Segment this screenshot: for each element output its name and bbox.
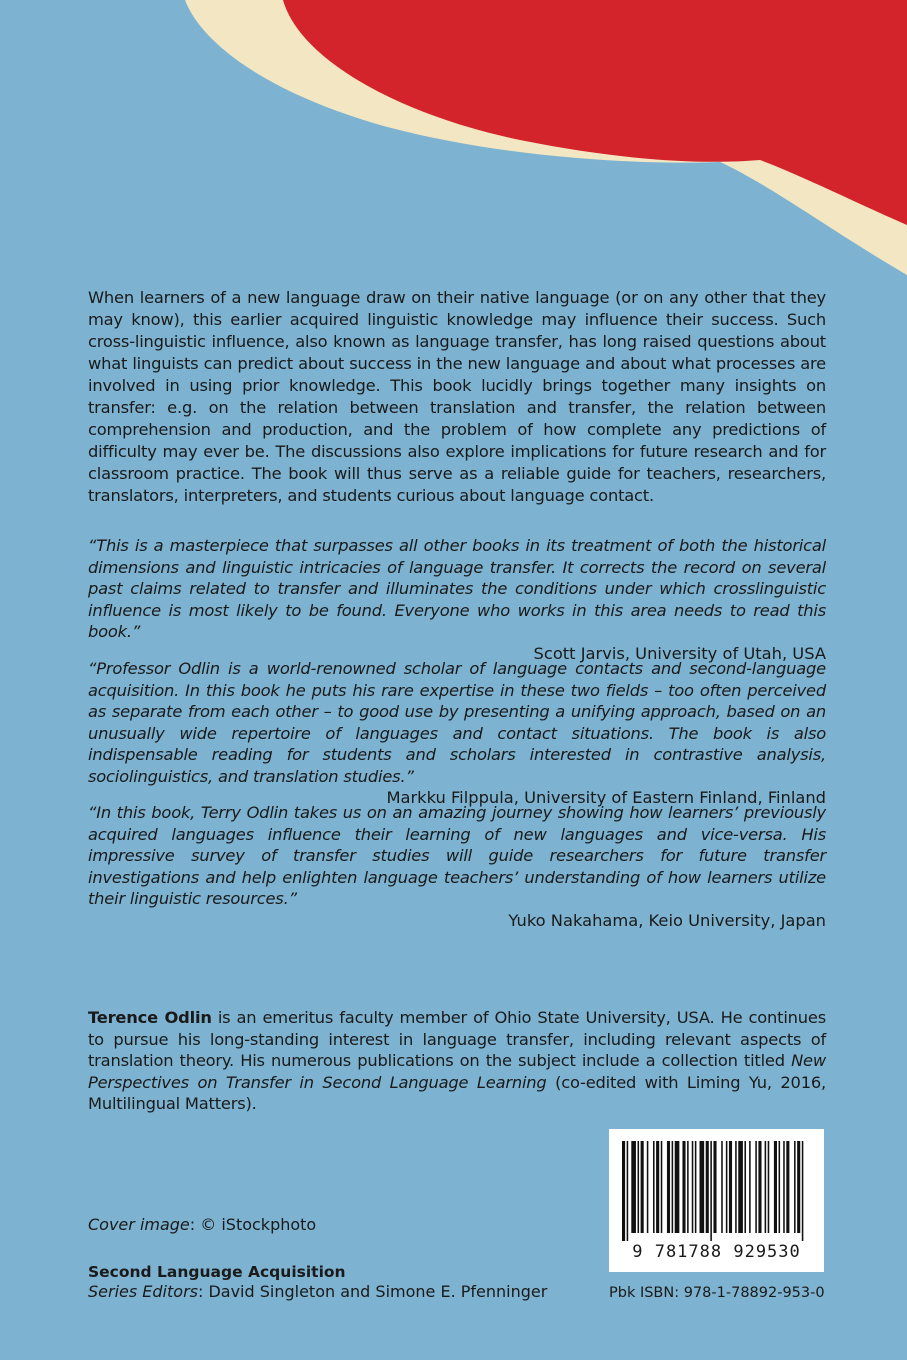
book-description: When learners of a new language draw on their native language (or on any other that they may know), this earlier acquired linguistic knowledge may influence their success. Such cross-linguistic influence, also known as language transfer, has long raised questions about what linguists can predict about success in the new language and about what processes are involved in using prior knowledge. This book lucidly brings together many insights on transfer: e.g. on the relation between translation and transfer, the relation between comprehension and production, and the problem of how complete any predictions of difficulty may ever be. The discussions also explore implications for future research and for classroom practice. The book will thus serve as a reliable guide for teachers, researchers, translators, interpreters, and students curious about language contact. — [88, 288, 826, 505]
barcode-bar — [768, 1141, 770, 1233]
barcode-bar — [721, 1141, 723, 1233]
quote-attribution: Yuko Nakahama, Keio University, Japan — [508, 910, 826, 930]
barcode-bar — [794, 1141, 796, 1233]
barcode-number: 9 781788 929530 — [632, 1242, 801, 1262]
barcode-bar — [675, 1141, 680, 1233]
series-editors — [88, 1282, 547, 1301]
barcode-bar — [744, 1141, 746, 1233]
endorsement-quote — [88, 658, 826, 809]
author-name: Terence Odlin — [88, 1008, 212, 1027]
barcode-bar — [667, 1141, 670, 1233]
barcode — [609, 1129, 824, 1272]
barcode-bar — [738, 1141, 743, 1233]
barcode-bar — [729, 1141, 732, 1233]
barcode-bar — [726, 1141, 728, 1233]
barcode-bars — [609, 1129, 824, 1244]
barcode-bar — [661, 1141, 663, 1233]
barcode-bar — [656, 1141, 659, 1233]
quote-text: “This is a masterpiece that surpasses all other books in its treatment of both the historical dimensions and linguistic intricacies of language transfer. It corrects the record on several past claims related to transfer and illuminates the conditions under which crosslinguistic influence is most likely to be found. Everyone who works in this area needs to read this book.” — [88, 536, 826, 641]
barcode-bar — [682, 1141, 685, 1233]
series-editors-names: : David Singleton and Simone E. Pfenninger — [197, 1282, 548, 1301]
cover-image-credit — [88, 1215, 316, 1234]
cover-credit-value: : © iStockphoto — [189, 1215, 317, 1234]
quote-text: “Professor Odlin is a world-renowned scholar of language contacts and second-language acquisition. In this book he puts his rare expertise in these two fields – too often perceived as separate from each other – to good use by presenting a unifying approach, based on an unusually wide repertoire of languages and contact situations. The book is also indispensable reading for students and scholars interested in contrastive analysis, sociolinguistics, and translation studies.” — [88, 659, 826, 786]
barcode-bar — [706, 1141, 709, 1233]
barcode-bar — [779, 1141, 781, 1233]
speech-bubble-graphic — [0, 0, 907, 300]
barcode-bar — [774, 1141, 777, 1233]
barcode-bar — [631, 1141, 636, 1233]
barcode-bar — [641, 1141, 644, 1233]
barcode-bar — [802, 1141, 804, 1241]
cover-credit-label: Cover image — [88, 1215, 190, 1234]
series-title: Second Language Acquisition — [88, 1263, 346, 1281]
barcode-bar — [638, 1141, 640, 1233]
isbn-label: Pbk ISBN: 978-1-78892-953-0 — [609, 1285, 825, 1301]
barcode-bar — [735, 1141, 737, 1233]
barcode-bar — [672, 1141, 674, 1233]
barcode-bar — [758, 1141, 761, 1233]
barcode-bar — [647, 1141, 649, 1233]
barcode-bar — [713, 1141, 716, 1233]
quote-attribution: Scott Jarvis, University of Utah, USA — [533, 643, 826, 663]
barcode-bar — [749, 1141, 751, 1233]
barcode-bar — [786, 1141, 789, 1233]
barcode-bar — [627, 1141, 629, 1241]
barcode-bar — [755, 1141, 757, 1233]
bio-text-part-2: (co-edited with Liming Yu, 2016, Multilingual Matters). — [88, 1072, 827, 1113]
barcode-bar — [783, 1141, 785, 1233]
barcode-bar — [622, 1141, 625, 1241]
barcode-bar — [687, 1141, 689, 1233]
barcode-bar — [692, 1141, 694, 1233]
quote-attribution: Markku Filppula, University of Eastern Finland, Finland — [386, 788, 826, 807]
barcode-bar — [765, 1141, 767, 1233]
endorsement-quote — [88, 535, 826, 664]
barcode-bar — [653, 1141, 655, 1233]
book-title: New Perspectives on Transfer in Second Language Learning — [88, 1051, 826, 1092]
barcode-bar — [700, 1141, 705, 1233]
quote-text: “In this book, Terry Odlin takes us on an amazing journey showing how learners’ previously acquired languages influence their learning of new languages and vice-versa. His impressive survey of transfer studies will guide researchers for future transfer investigations and help enlighten language teachers’ understanding of how learners utilize their linguistic resources.” — [88, 803, 826, 908]
series-editors-label: Series Editors — [88, 1282, 198, 1301]
barcode-bar — [695, 1141, 697, 1233]
bio-text-part-1: is an emeritus faculty member of Ohio State University, USA. He continues to pursue his long-standing interest in language transfer, including relevant aspects of translation theory. His numerous publications on the subject include a collection titled — [88, 1008, 826, 1070]
author-bio — [88, 1007, 826, 1115]
endorsement-quote — [88, 802, 826, 931]
barcode-bar — [710, 1141, 712, 1241]
barcode-bar — [797, 1141, 800, 1233]
